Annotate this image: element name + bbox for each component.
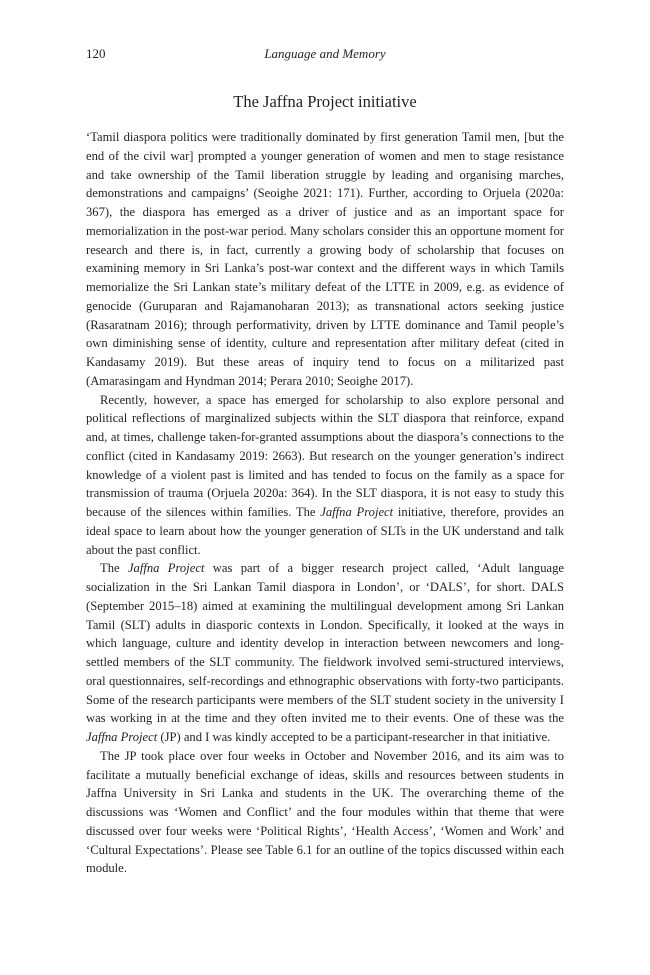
- paragraph-text: (JP) and I was kindly accepted to be a participant-researcher in that initiative.: [157, 730, 551, 744]
- italic-title-text: Jaffna Project: [86, 730, 158, 744]
- running-title: Language and Memory: [264, 46, 386, 61]
- italic-title-text: Jaffna Project: [127, 561, 205, 576]
- page-header: [86, 45, 564, 63]
- paragraph-text: The JP took place over four weeks in October and November 2016, and its aim was to facilitate a mutually beneficial exchange of ideas, skills and resources between students in Jaffna University in Sri Lanka and students in the UK. The overarching theme of the discussions was ‘Women and Conflict’ and the four modules within that theme that were discussed over four weeks were ‘Political Rights’, ‘Health Access’, ‘Women and Work’ and ‘Cultural Expectations’. Please see Table 6.1 for an outline of the topics discussed within each module.: [86, 748, 564, 876]
- body-text: [86, 128, 564, 878]
- italic-title-text: Jaffna Project: [320, 505, 394, 519]
- paragraph-text: ‘Tamil diaspora politics were traditionally dominated by first generation Tamil men, [but the end of the civil war] prompted a younger generation of women and men to stage resistance and take ownership of the Tamil liberation struggle by leading and organising marches, demonstrations and campaigns’ (Seoighe 2021: 171). Further, according to Orjuela (2020a: 367), the diaspora has emerged as a driver of justice and as an important space for memorialization in the post-war period. Many scholars consider this an opportune moment for research and there is, in fact, currently a growing body of scholarship that focuses on examining memory in Sri Lanka’s post-war context and the different ways in which Tamils memorialize the Sri Lankan state’s military defeat of the LTTE in 2009, e.g. as evidence of genocide (Guruparan and Rajamanoharan 2013); as transnational actors seeking justice (Rasaratnam 2016); through performativity, driven by LTTE dominance and Tamil people’s own diminishing sense of identity, culture and representation after military defeat (cited in Kandasamy 2019). But these areas of inquiry tend to focus on a militarized past (Amarasingam and Hyndman 2014; Perara 2010; Seoighe 2017).: [86, 130, 564, 388]
- paragraph-text: was part of a bigger research project called, ‘Adult language socialization in the Sri Lankan Tamil diaspora in London’, or ‘DALS’, for short. DALS (September 2015–18) aimed at examining the multilingual development among Sri Lankan Tamil (SLT) adults in diasporic contexts in London. Specifically, it looked at the ways in which language, culture and identity develop in interaction between newcomers and long-settled members of the SLT community. The fieldwork involved semi-structured interviews, oral questionnaires, self-recordings and ethnographic observations with forty-two participants. Some of the research participants were members of the SLT student society in the university I was working in at the time and they often invited me to their events. One of these was the: [86, 561, 564, 726]
- paragraph-text: Recently, however, a space has emerged for scholarship to also explore personal and political reflections of marginalized subjects within the SLT diaspora that reinforce, expand and, at times, challenge taken-for-granted assumptions about the diaspora’s connections to the conflict (cited in Kandasamy 2019: 2663). But research on the younger generation’s indirect knowledge of a violent past is limited and has tended to focus on the family as a space for transmission of trauma (Orjuela 2020a: 364). In the SLT diaspora, it is not easy to study this because of the silences within families. The: [86, 392, 564, 519]
- body-paragraph: [86, 747, 564, 878]
- body-paragraph: [86, 559, 564, 747]
- section-heading: The Jaffna Project initiative: [233, 92, 417, 111]
- page-number: 120: [86, 46, 106, 61]
- body-paragraph: [86, 128, 564, 391]
- paragraph-text: initiative, therefore, provides an ideal space to learn about how the younger generation of SLTs in the UK understand and talk about the past conflict.: [86, 505, 565, 557]
- body-paragraph: [86, 391, 564, 560]
- paragraph-text: The: [100, 561, 128, 576]
